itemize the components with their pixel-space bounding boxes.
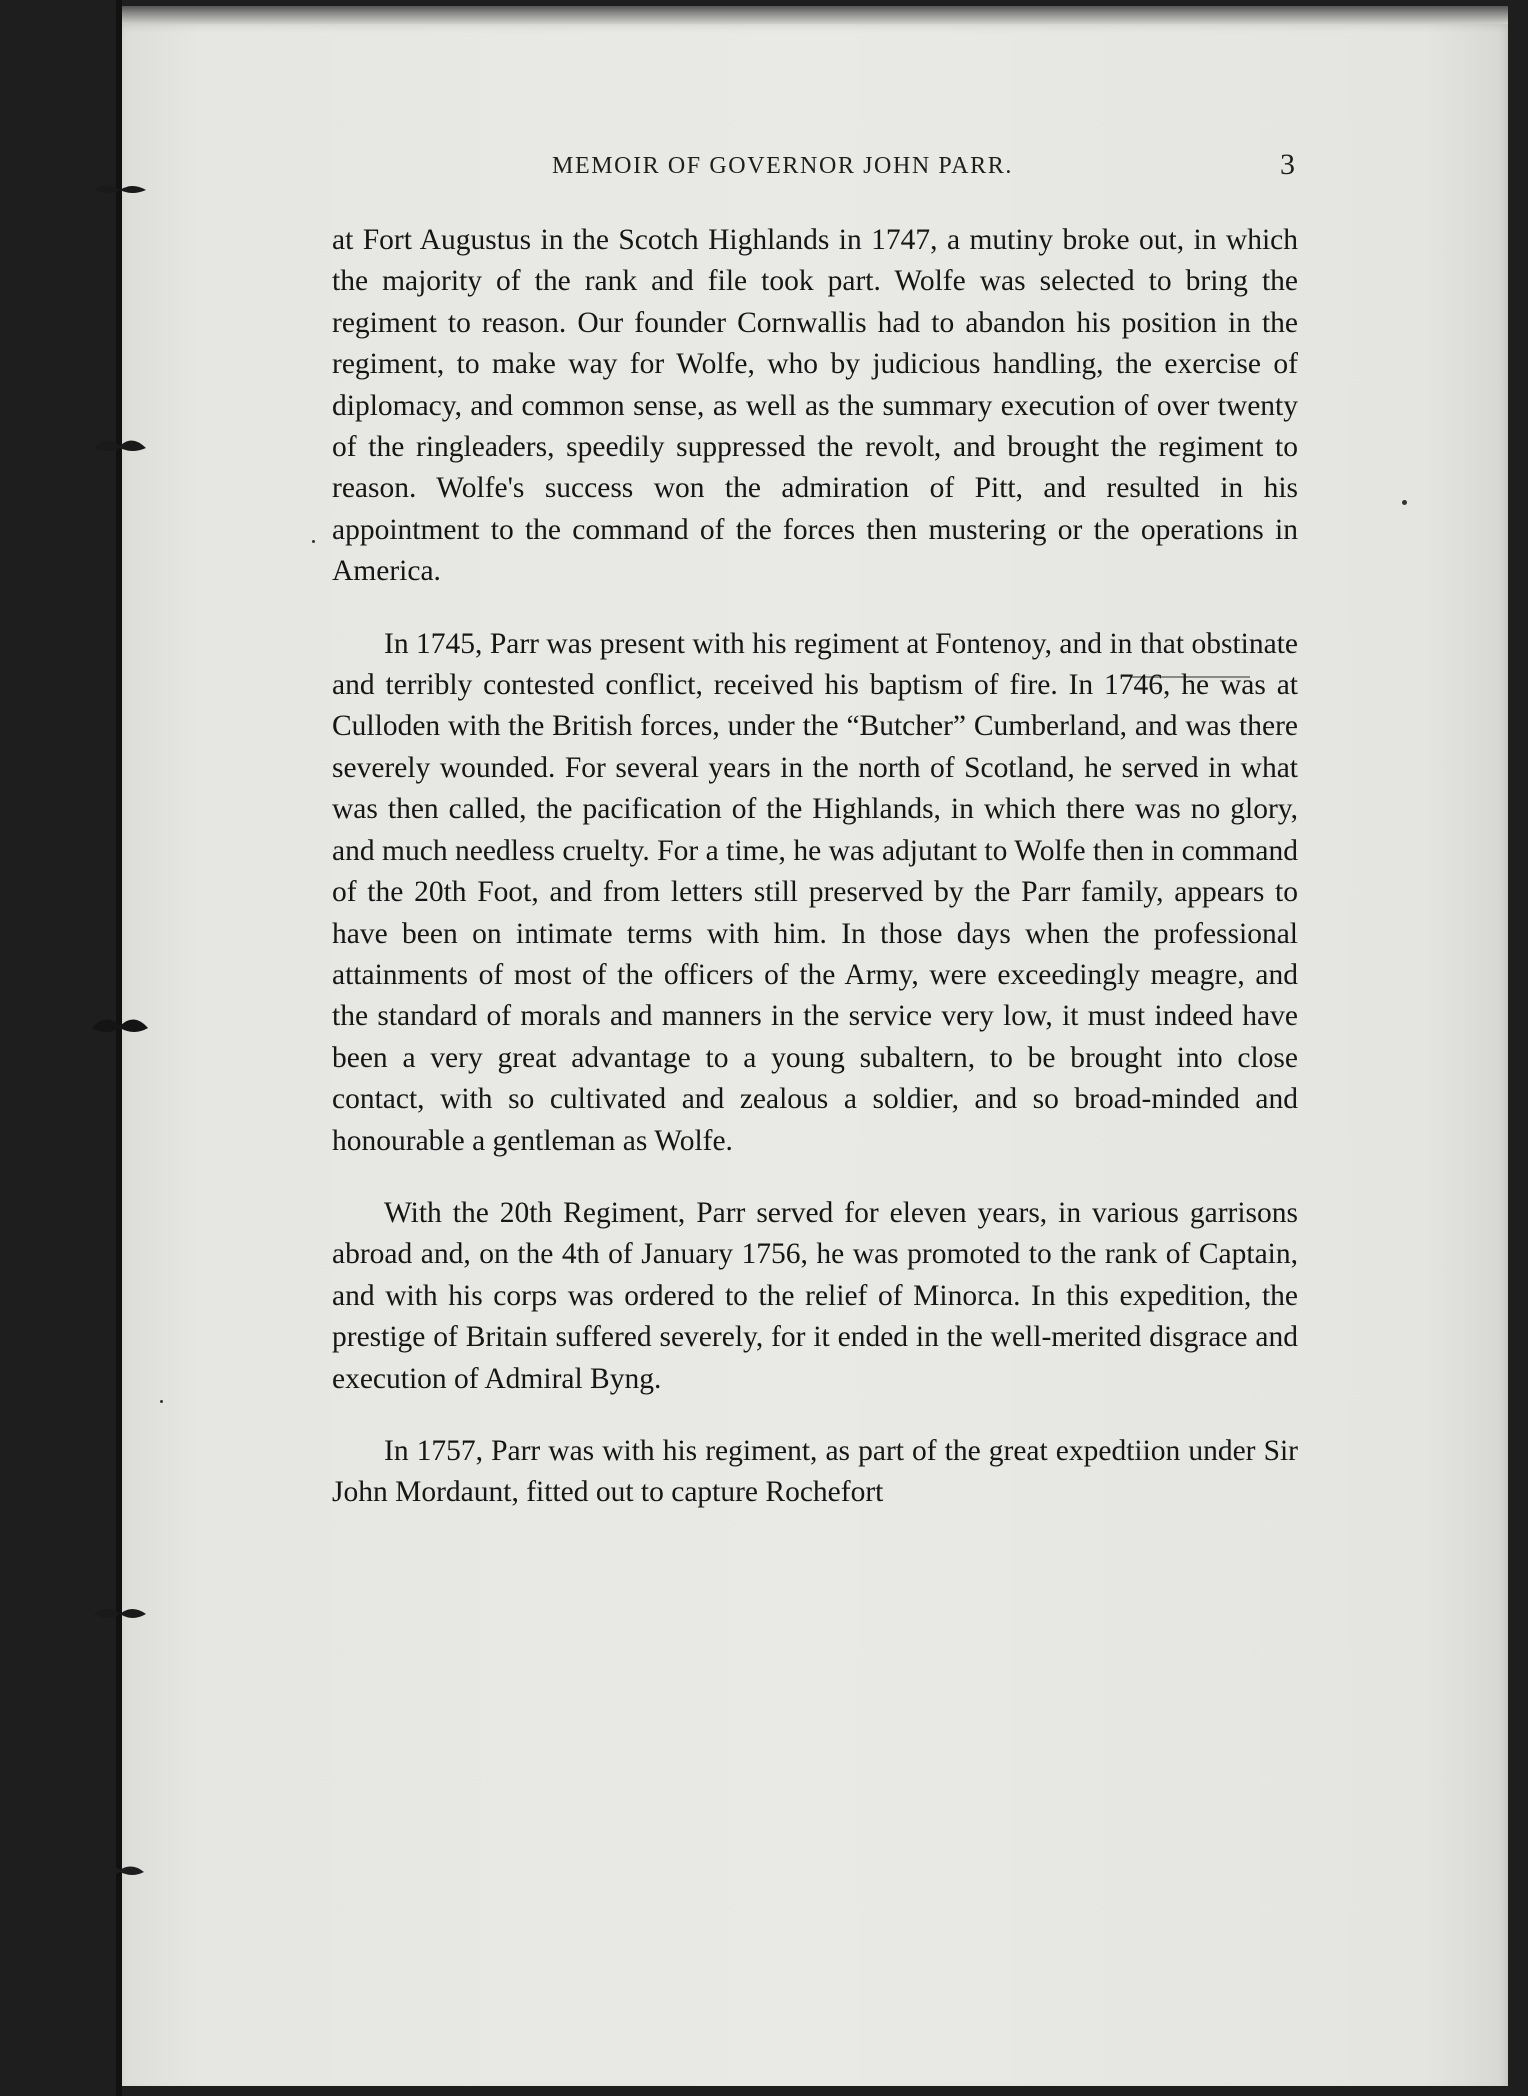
paragraph: In 1745, Parr was present with his regiment at Fontenoy, and in that obstinate and terribly contested conflict, received his baptism of fire. In 1746, he was at Culloden with the British forces, under the “Butcher” Cumberland, and was there severely wounded. For several years in the north of Scotland, he served in what was then called, the pacification of the Highlands, in which there was no glory, and much needless cruelty. For a time, he was adjutant to Wolfe then in command of the 20th Foot, and from letters still preserved by the Parr family, appears to have been on intimate terms with him. In those days when the professional attainments of most of the officers of the Army, were exceedingly meagre, and the standard of morals and manners in the service very low, it must indeed have been a very great advantage to a young subaltern, to be brought into close contact, with so cultivated and zealous a soldier, and so broad-minded and honourable a gentleman as Wolfe. [332,627,1298,1157]
binding-stitch [90,170,150,210]
paragraph: at Fort Augustus in the Scotch Highlands in 1747, a mutiny broke out, in which the majority of the rank and file took part. Wolfe was selected to bring the regiment to reason. Our founder Cornwallis had to abandon his position in the regiment, to make way for Wolfe, who by judicious handling, the exercise of diplomacy, and common sense, as well as the summary execution of over twenty of the ringleaders, speedily suppressed the revolt, and brought the regiment to reason. Wolfe's success won the admiration of Pitt, and resulted in his appointment to the command of the forces then mustering or the operations in America. [332,224,1298,588]
paper-speck [312,540,315,543]
running-title: MEMOIR OF GOVERNOR JOHN PARR. [552,153,1013,179]
binding-stitch [90,1594,150,1634]
page-number: 3 [1280,148,1295,181]
binding-stitch [90,426,150,466]
paper-speck [160,1400,163,1403]
body-text [332,220,1298,1545]
page-top-edge [118,6,1508,24]
paragraph: In 1757, Parr was with his regiment, as part of the great expedtiion under Sir John Mordaunt, fitted out to capture Rochefort [332,1434,1298,1509]
paper-speck [1402,500,1407,505]
paragraph: With the 20th Regiment, Parr served for eleven years, in various garrisons abroad and, on the 4th of January 1756, he was promoted to the rank of Captain, and with his corps was ordered to the relief of Minorca. In this expedition, the prestige of Britain suffered severely, for it ended in the well-merited disgrace and execution of Admiral Byng. [332,1196,1298,1395]
binding-stitch [90,1006,150,1046]
binding-spine [116,0,122,2096]
binding-stitch [90,1850,150,1890]
